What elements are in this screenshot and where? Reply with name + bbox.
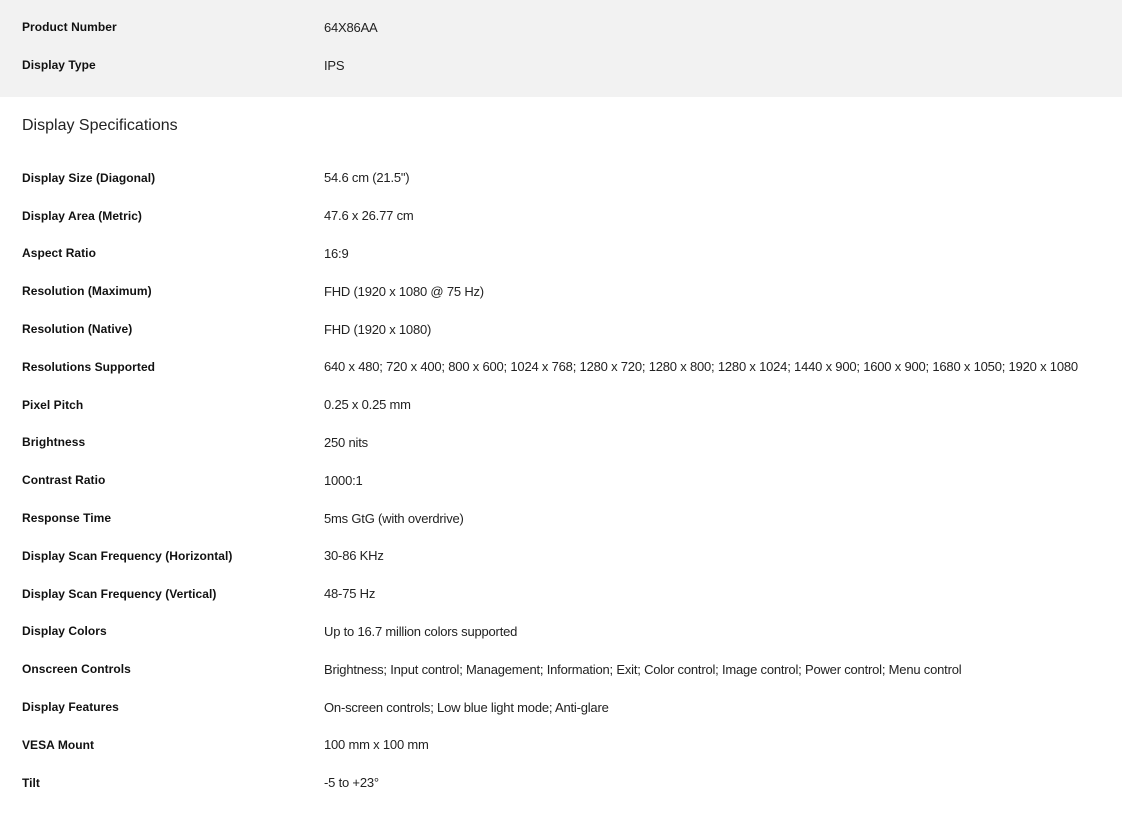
spec-row <box>0 461 1122 499</box>
spec-row-display-type <box>0 46 1122 84</box>
spec-label: Tilt <box>22 775 40 790</box>
spec-value: On-screen controls; Low blue light mode; Anti-glare <box>324 699 609 715</box>
spec-row <box>0 650 1122 688</box>
spec-value: 48-75 Hz <box>324 586 376 602</box>
spec-row-product-number <box>0 8 1122 46</box>
spec-value: Brightness; Input control; Management; Information; Exit; Color control; Image control; Power control; Menu control <box>324 661 962 677</box>
spec-value: -5 to +23° <box>324 775 379 791</box>
spec-row <box>0 499 1122 537</box>
spec-row <box>0 613 1122 651</box>
spec-row <box>0 348 1122 386</box>
spec-label: Display Scan Frequency (Horizontal) <box>22 548 233 563</box>
spec-label: Product Number <box>22 20 117 34</box>
spec-value: 250 nits <box>324 434 368 450</box>
spec-label: Response Time <box>22 511 112 526</box>
spec-value: 16:9 <box>324 245 349 261</box>
spec-value: FHD (1920 x 1080 @ 75 Hz) <box>324 283 484 299</box>
spec-label: Pixel Pitch <box>22 397 84 412</box>
spec-value: 0.25 x 0.25 mm <box>324 397 411 413</box>
spec-value: 47.6 x 26.77 cm <box>324 208 414 224</box>
spec-label: Display Scan Frequency (Vertical) <box>22 586 217 601</box>
spec-label: VESA Mount <box>22 737 95 752</box>
spec-row <box>0 575 1122 613</box>
spec-label: Brightness <box>22 435 86 450</box>
product-summary <box>0 0 1122 97</box>
spec-label: Onscreen Controls <box>22 662 131 677</box>
spec-row <box>0 537 1122 575</box>
spec-label: Display Features <box>22 700 119 715</box>
spec-list <box>0 158 1122 802</box>
spec-label: Resolution (Maximum) <box>22 284 152 299</box>
spec-value: 1000:1 <box>324 472 363 488</box>
spec-row <box>0 726 1122 764</box>
spec-row <box>0 764 1122 802</box>
spec-label: Display Colors <box>22 624 107 639</box>
spec-value: 640 x 480; 720 x 400; 800 x 600; 1024 x 768; 1280 x 720; 1280 x 800; 1280 x 1024; 1440 x 900; 1600 x 900; 1680 x 1050; 1920 x 1080 <box>324 359 1078 375</box>
spec-row <box>0 386 1122 424</box>
section-title: Display Specifications <box>22 117 178 134</box>
spec-value: Up to 16.7 million colors supported <box>324 623 518 639</box>
spec-row <box>0 310 1122 348</box>
spec-value: 100 mm x 100 mm <box>324 737 429 753</box>
spec-value: 30-86 KHz <box>324 548 384 564</box>
spec-label: Resolution (Native) <box>22 322 133 337</box>
spec-label: Display Area (Metric) <box>22 208 142 223</box>
spec-row <box>0 688 1122 726</box>
spec-row <box>0 159 1122 197</box>
spec-value: 5ms GtG (with overdrive) <box>324 510 464 526</box>
spec-row <box>0 235 1122 273</box>
spec-label: Aspect Ratio <box>22 246 96 261</box>
spec-label: Resolutions Supported <box>22 359 156 374</box>
spec-row <box>0 424 1122 462</box>
spec-label: Display Size (Diagonal) <box>22 170 156 185</box>
spec-value: 54.6 cm (21.5") <box>324 170 410 186</box>
spec-row <box>0 272 1122 310</box>
spec-value: FHD (1920 x 1080) <box>324 321 432 337</box>
spec-value: IPS <box>324 57 345 73</box>
spec-row <box>0 197 1122 235</box>
spec-label: Contrast Ratio <box>22 473 106 488</box>
spec-value: 64X86AA <box>324 19 378 35</box>
spec-label: Display Type <box>22 58 96 72</box>
